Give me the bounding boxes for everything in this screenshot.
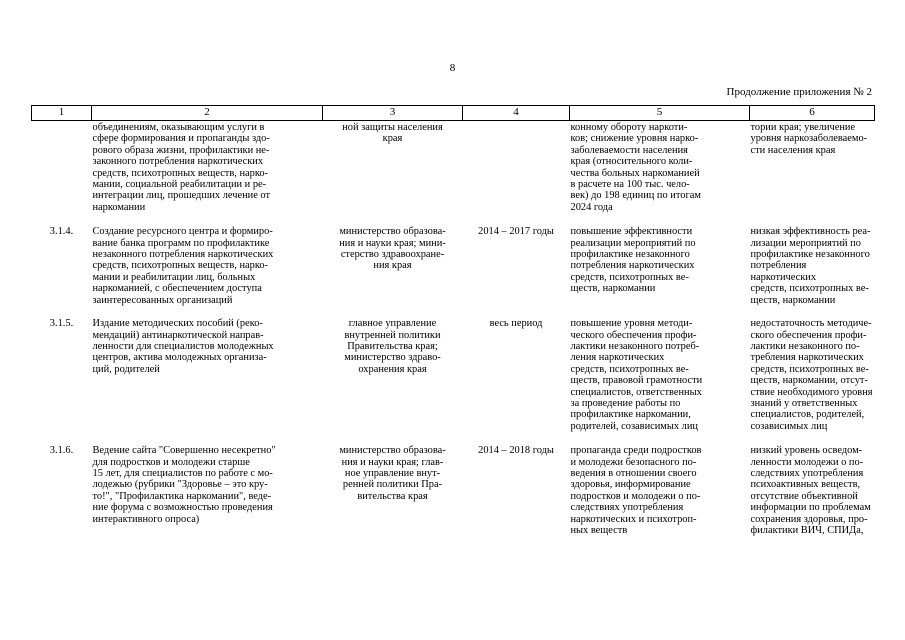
period-cell: 2014 – 2017 годы (478, 226, 554, 238)
executor-cell: министерство образова- ния и науки края; мини- стерство здравоохране- ния края (339, 226, 446, 272)
consequence-cell: тории края; увеличение уровня наркозаболеваемо- сти населения края (750, 122, 868, 156)
result-cell: повышение эффективности реализации мероприятий по профилактике незаконного потребления наркотических средств, психотропных ве- ществ, наркомании (570, 226, 696, 295)
action-cell: объединениям, оказывающим услуги в сфере формирования и пропаганды здо- рового образа жизни, профилактики не- законного потребления наркотических средств, психотропных веществ, нарко- мании, социальной реабилитации и ре- интеграции лиц, прошедших лечение от наркомании (92, 122, 270, 213)
result-cell: повышение уровня методи- ческого обеспечения профи- лактики незаконного потреб- ления наркотических средств, психотропных ве- ществ, правовой грамотности специалистов, ответственных за проведение работы по профилактике наркомании, родителей, созависимых лиц (570, 318, 703, 432)
table-row (32, 318, 875, 445)
period-cell (463, 121, 570, 227)
consequence-cell: низкая эффективность реа- лизации мероприятий по профилактике незаконного потребления наркотических средств, психотропных ве- ществ, наркомании (750, 226, 871, 306)
appendix-continuation-label: Продолжение приложения № 2 (726, 86, 872, 98)
header-col-1: 1 (32, 106, 92, 121)
header-col-5: 5 (570, 106, 750, 121)
header-col-2: 2 (92, 106, 323, 121)
page-number: 8 (449, 62, 456, 74)
result-cell: пропаганда среди подростков и молодежи безопасного по- ведения в отношении своего здоровья, информирование подростков и молодежи о по- следствиях употребления наркотических и психотроп- ных веществ (570, 445, 702, 536)
executor-cell: ной защиты населения края (342, 122, 443, 145)
action-cell: Ведение сайта "Совершенно несекретно" для подростков и молодежи старше 15 лет, для специалистов по работе с мо- лодежью (рубрики "Здоровье – это кру- то!", "Профилактика наркомании", веде- ние форума с возможностью проведения интерактивного опроса) (92, 445, 276, 525)
table-body (32, 121, 875, 537)
appendix-table (31, 105, 875, 536)
period-cell: весь период (489, 318, 543, 330)
action-cell: Издание методических пособий (реко- мендаций) антинаркотической направ- ленности для специалистов молодежных центров, актива молодежных организа- ций, родителей (92, 318, 274, 375)
header-col-3: 3 (323, 106, 463, 121)
consequence-cell: недостаточность методиче- ского обеспечения профи- лактики незаконного по- требления наркотических средств, психотропных ве- ществ, наркомании, отсут- ствие необходимого уровня знаний у ответственных специалистов, родителей, созависимых лиц (750, 318, 873, 432)
table-row (32, 445, 875, 536)
table-header (32, 106, 875, 121)
executor-cell: главное управление внутренней политики Правительства края; министерство здраво- охранения края (344, 318, 441, 375)
table-row (32, 226, 875, 318)
consequence-cell: низкий уровень осведом- ленности молодежи о по- следствиях употребления психоактивных веществ, отсутствие объективной информации по проблемам сохранения здоровья, про- филактики ВИЧ, СПИДа, (750, 445, 871, 536)
row-number: 3.1.5. (49, 318, 74, 330)
header-row (32, 106, 875, 121)
header-col-6: 6 (750, 106, 875, 121)
row-number: 3.1.4. (49, 226, 74, 238)
header-col-4: 4 (463, 106, 570, 121)
row-number: 3.1.6. (49, 445, 74, 457)
executor-cell: министерство образова- ния и науки края; глав- ное управление внут- ренней политики Пра- вительства края (339, 445, 446, 502)
action-cell: Создание ресурсного центра и формиро- вание банка программ по профилактике незаконного потребления наркотических средств, психотропных веществ, нарко- мании и реабилитации лиц, больных наркоманией, с обеспечением доступа заинтересованных организаций (92, 226, 274, 306)
period-cell: 2014 – 2018 годы (478, 445, 554, 457)
table-row (32, 121, 875, 227)
result-cell: конному обороту наркоти- ков; снижение уровня нарко- заболеваемости населения края (относительного коли- чества больных наркоманией в расчете на 100 тыс. чело- век) до 198 единиц по итогам 2024 года (570, 122, 701, 213)
row-number (32, 121, 92, 227)
